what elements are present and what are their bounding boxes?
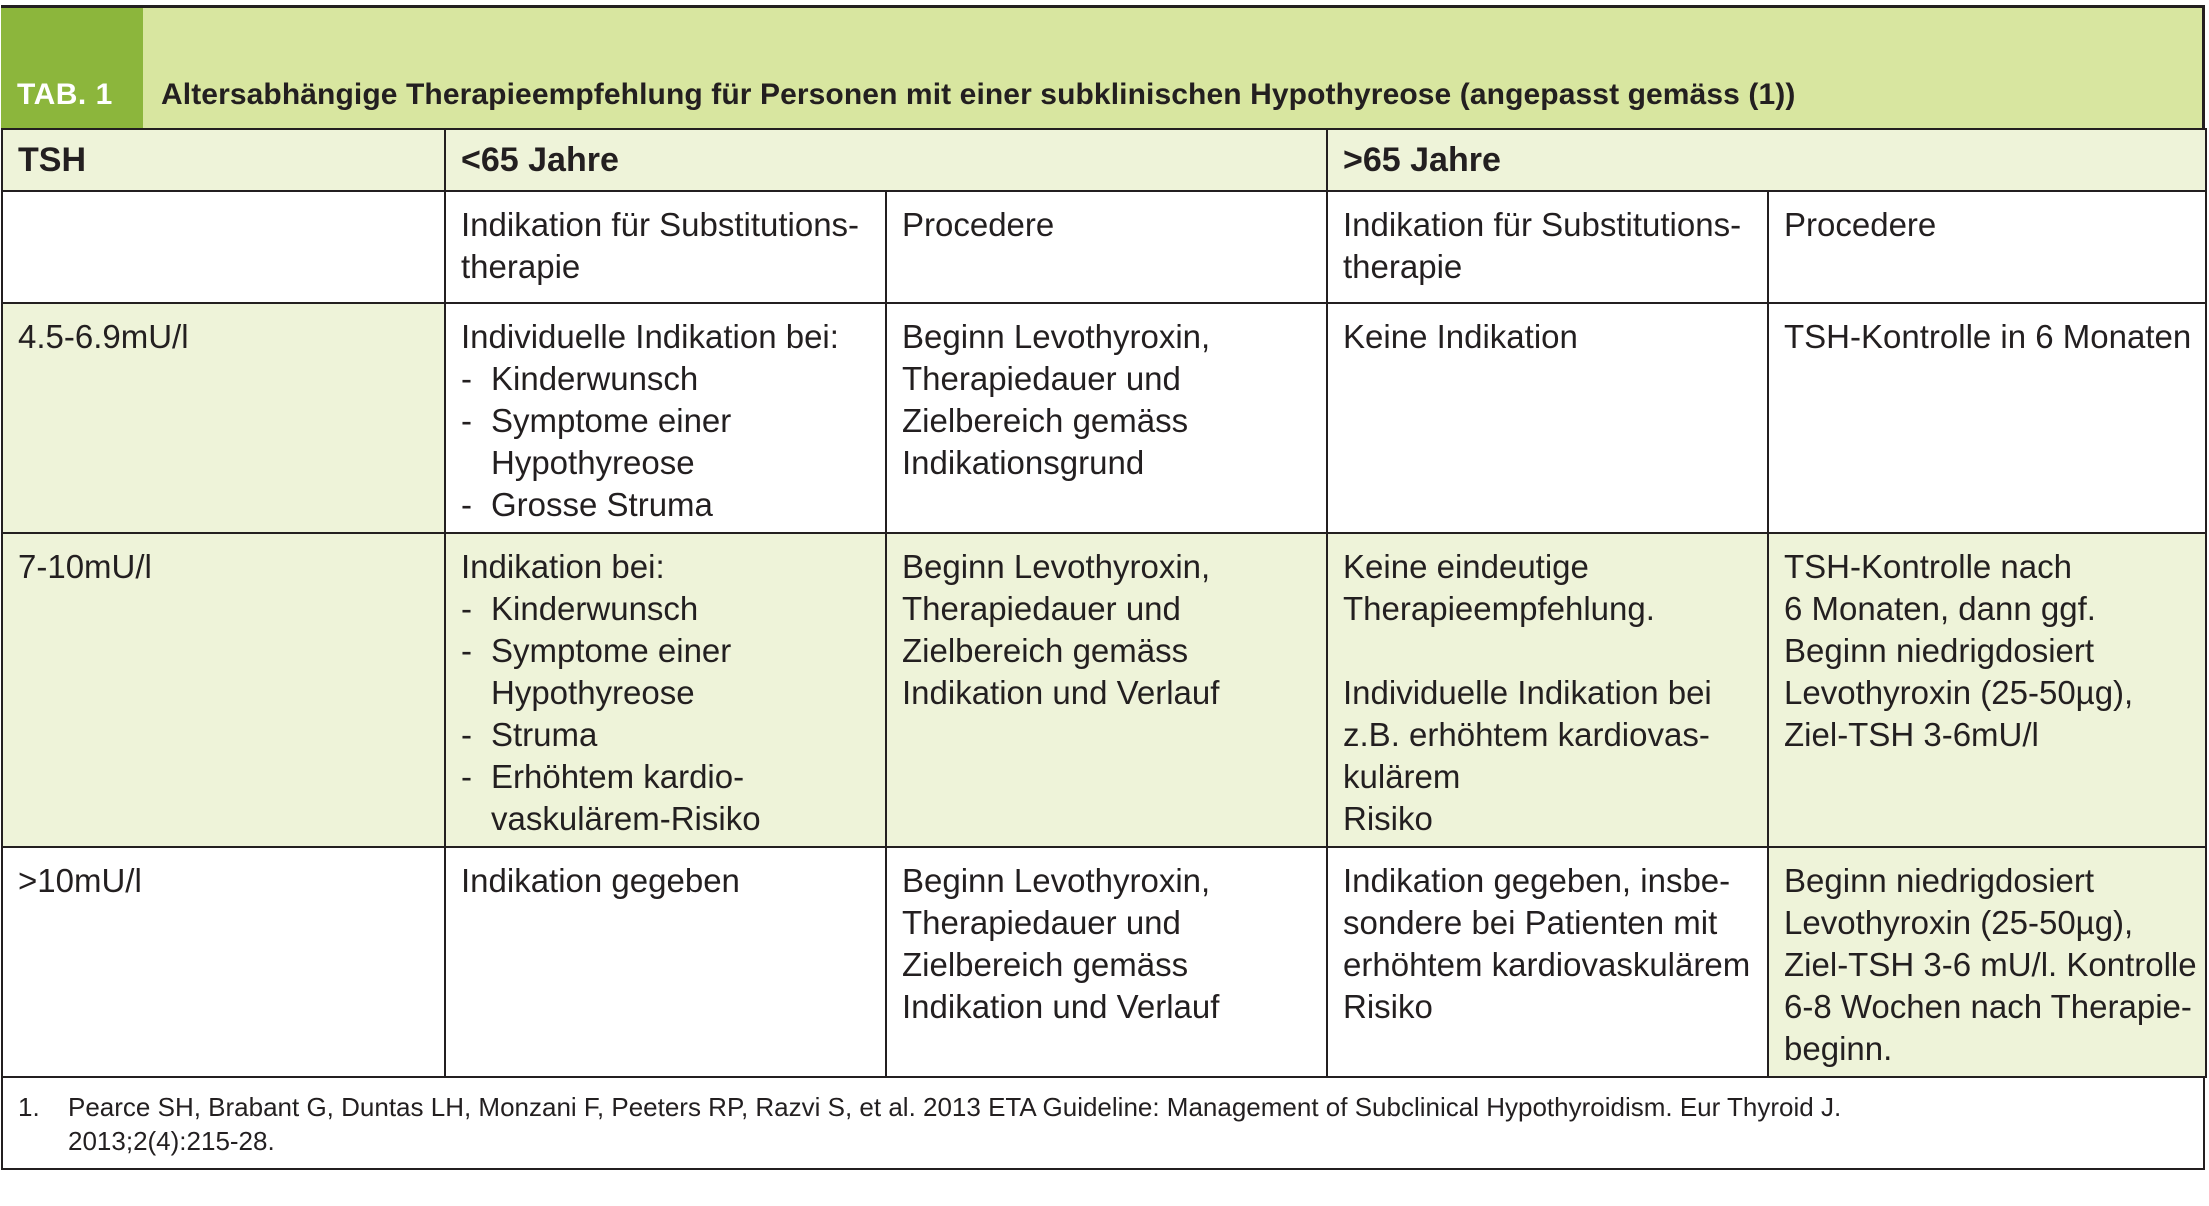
table-row [2, 847, 2206, 1077]
list-item: - Struma [461, 716, 598, 753]
subheader-over-65-procedure: Procedere [1768, 191, 2206, 303]
tsh-range-cell: >10mU/l [2, 847, 445, 1077]
table-row [2, 303, 2206, 533]
table-number-label: TAB. 1 [1, 8, 143, 128]
subheader-empty [2, 191, 445, 303]
under-65-procedure-cell: Beginn Levothyroxin, Therapiedauer und Zielbereich gemäss Indikationsgrund [886, 303, 1327, 533]
subheader-under-65-procedure: Procedere [886, 191, 1327, 303]
table-subheader-row [2, 191, 2206, 303]
under-65-procedure-cell: Beginn Levothyroxin, Therapiedauer und Zielbereich gemäss Indikation und Verlauf [886, 847, 1327, 1077]
column-header-over-65: >65 Jahre [1327, 129, 2206, 191]
over-65-indication-cell: Indikation gegeben, insbe- sondere bei Patienten mit erhöhtem kardiovaskulärem Risiko [1327, 847, 1768, 1077]
table-row [2, 533, 2206, 847]
list-item: - Grosse Struma [461, 486, 713, 523]
list-item: - Symptome einer Hypothyreose [461, 402, 732, 481]
therapy-table [1, 128, 2207, 1078]
under-65-indication-cell: Indikation bei: - Kinderwunsch - Symptome einer Hypothyreose - Struma - Erhöhtem kardio- vaskulärem-Risiko [445, 533, 886, 847]
tsh-range-cell: 4.5-6.9mU/l [2, 303, 445, 533]
over-65-procedure-cell: TSH-Kontrolle in 6 Monaten [1768, 303, 2206, 533]
over-65-procedure-cell: TSH-Kontrolle nach 6 Monaten, dann ggf. Beginn niedrigdosiert Levothyroxin (25-50µg), Ziel-TSH 3-6mU/l [1768, 533, 2206, 847]
subheader-under-65-indication: Indikation für Substitutions- therapie [445, 191, 886, 303]
column-header-under-65: <65 Jahre [445, 129, 1327, 191]
table-title-bar [1, 8, 2205, 128]
subheader-over-65-indication: Indikation für Substitutions- therapie [1327, 191, 1768, 303]
under-65-indication-cell: Individuelle Indikation bei: - Kinderwunsch - Symptome einer Hypothyreose - Grosse Struma [445, 303, 886, 533]
list-item: - Kinderwunsch [461, 590, 699, 627]
under-65-procedure-cell: Beginn Levothyroxin, Therapiedauer und Zielbereich gemäss Indikation und Verlauf [886, 533, 1327, 847]
table-frame [1, 5, 2205, 1170]
footnote-text: Pearce SH, Brabant G, Duntas LH, Monzani F, Peeters RP, Razvi S, et al. 2013 ETA Guideline: Management of Subclinical Hypothyroidism. Eur Thyroid J. 2013;2(4):215-28. [68, 1092, 1842, 1156]
over-65-indication-cell: Keine eindeutige Therapieempfehlung. Individuelle Indikation bei z.B. erhöhtem kardiovas- kulärem Risiko [1327, 533, 1768, 847]
footnote [1, 1078, 2205, 1170]
table-title: Altersabhängige Therapieempfehlung für Personen mit einer subklinischen Hypothyreose (angepasst gemäss (1)) [143, 8, 2205, 128]
footnote-number: 1. [18, 1092, 40, 1122]
list-item: - Symptome einer Hypothyreose [461, 632, 732, 711]
over-65-procedure-cell: Beginn niedrigdosiert Levothyroxin (25-50µg), Ziel-TSH 3-6 mU/l. Kontrolle 6-8 Wochen nach Therapie- beginn. [1768, 847, 2206, 1077]
table-header-row [2, 129, 2206, 191]
column-header-tsh: TSH [2, 129, 445, 191]
list-item: - Erhöhtem kardio- vaskulärem-Risiko [461, 758, 761, 837]
under-65-indication-cell: Indikation gegeben [445, 847, 886, 1077]
over-65-indication-cell: Keine Indikation [1327, 303, 1768, 533]
list-item: - Kinderwunsch [461, 360, 699, 397]
tsh-range-cell: 7-10mU/l [2, 533, 445, 847]
